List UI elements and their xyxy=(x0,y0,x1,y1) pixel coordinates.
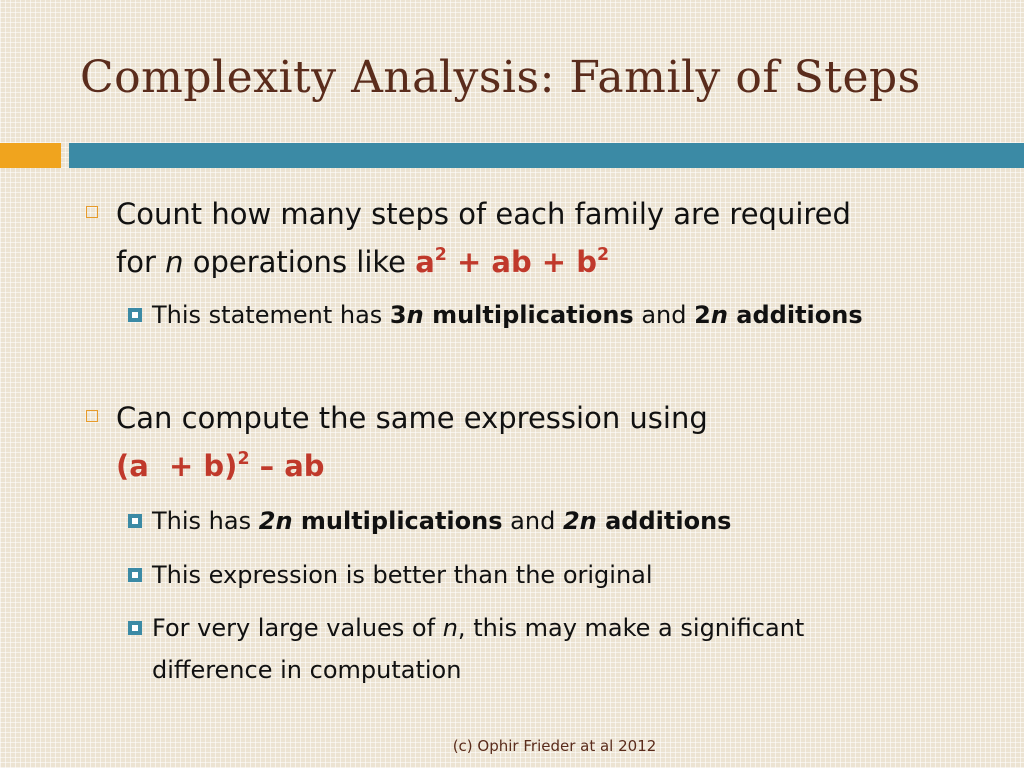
subbullet-text xyxy=(152,294,988,336)
variable-n: n xyxy=(710,301,728,329)
variable-n: n xyxy=(579,507,597,535)
subbullet-better-expression xyxy=(128,554,988,596)
count-value: 2 xyxy=(694,301,711,329)
bullet-text xyxy=(116,190,966,286)
text-fragment: and xyxy=(502,507,563,535)
hollow-square-bullet-icon xyxy=(86,410,98,422)
subbullet-text xyxy=(152,607,988,691)
filled-square-bullet-icon xyxy=(128,568,142,582)
accent-bar-orange xyxy=(0,143,61,168)
count-label: additions xyxy=(596,507,732,535)
subbullet-large-values xyxy=(128,607,988,691)
count-value: 2 xyxy=(562,507,580,535)
bullet-same-expression xyxy=(86,394,966,490)
variable-n: n xyxy=(406,301,424,329)
count-label: multiplications xyxy=(292,507,503,535)
variable-n: n xyxy=(165,245,184,279)
text-fragment: For very large values of xyxy=(152,614,443,642)
text-fragment: This statement has xyxy=(152,301,390,329)
count-label: multiplications xyxy=(423,301,634,329)
bullet-count-steps xyxy=(86,190,966,286)
bullet-line: Can compute the same expression using xyxy=(116,401,708,435)
expr-exponent: 2 xyxy=(596,244,610,265)
expr-part: a xyxy=(415,245,435,279)
slide-footer: (c) Ophir Frieder at al 2012 xyxy=(452,737,657,755)
expr-part: – ab xyxy=(249,449,325,483)
filled-square-bullet-icon xyxy=(128,308,142,322)
slide-title: Complexity Analysis: Family of Steps xyxy=(80,52,921,103)
subbullet-statement-count xyxy=(128,294,988,336)
variable-n: n xyxy=(275,507,293,535)
expression-alternative xyxy=(116,449,325,483)
bullet-text-fragment: for xyxy=(116,245,166,279)
subbullet-text xyxy=(152,500,988,542)
text-fragment: and xyxy=(633,301,695,329)
bullet-line: Count how many steps of each family are required xyxy=(116,197,851,231)
expr-part: (a + b) xyxy=(116,449,238,483)
text-fragment: difference in computation xyxy=(152,656,462,684)
hollow-square-bullet-icon xyxy=(86,206,98,218)
variable-n: n xyxy=(442,614,458,642)
bullet-text-fragment: operations like xyxy=(183,245,416,279)
text-fragment: , xyxy=(457,614,466,642)
text-fragment: this may make a significant xyxy=(465,614,805,642)
filled-square-bullet-icon xyxy=(128,621,142,635)
subbullet-has-count xyxy=(128,500,988,542)
count-value: 3 xyxy=(389,301,407,329)
expr-exponent: 2 xyxy=(237,448,250,469)
count-value: 2 xyxy=(258,507,276,535)
text-fragment: This has xyxy=(152,507,259,535)
expr-exponent: 2 xyxy=(434,244,447,265)
expression-original xyxy=(415,245,609,279)
bullet-text xyxy=(116,394,966,490)
filled-square-bullet-icon xyxy=(128,514,142,528)
expr-part: + ab + b xyxy=(446,245,597,279)
count-label: additions xyxy=(727,301,863,329)
accent-bar-teal xyxy=(69,143,1024,168)
subbullet-text: This expression is better than the original xyxy=(152,561,653,589)
